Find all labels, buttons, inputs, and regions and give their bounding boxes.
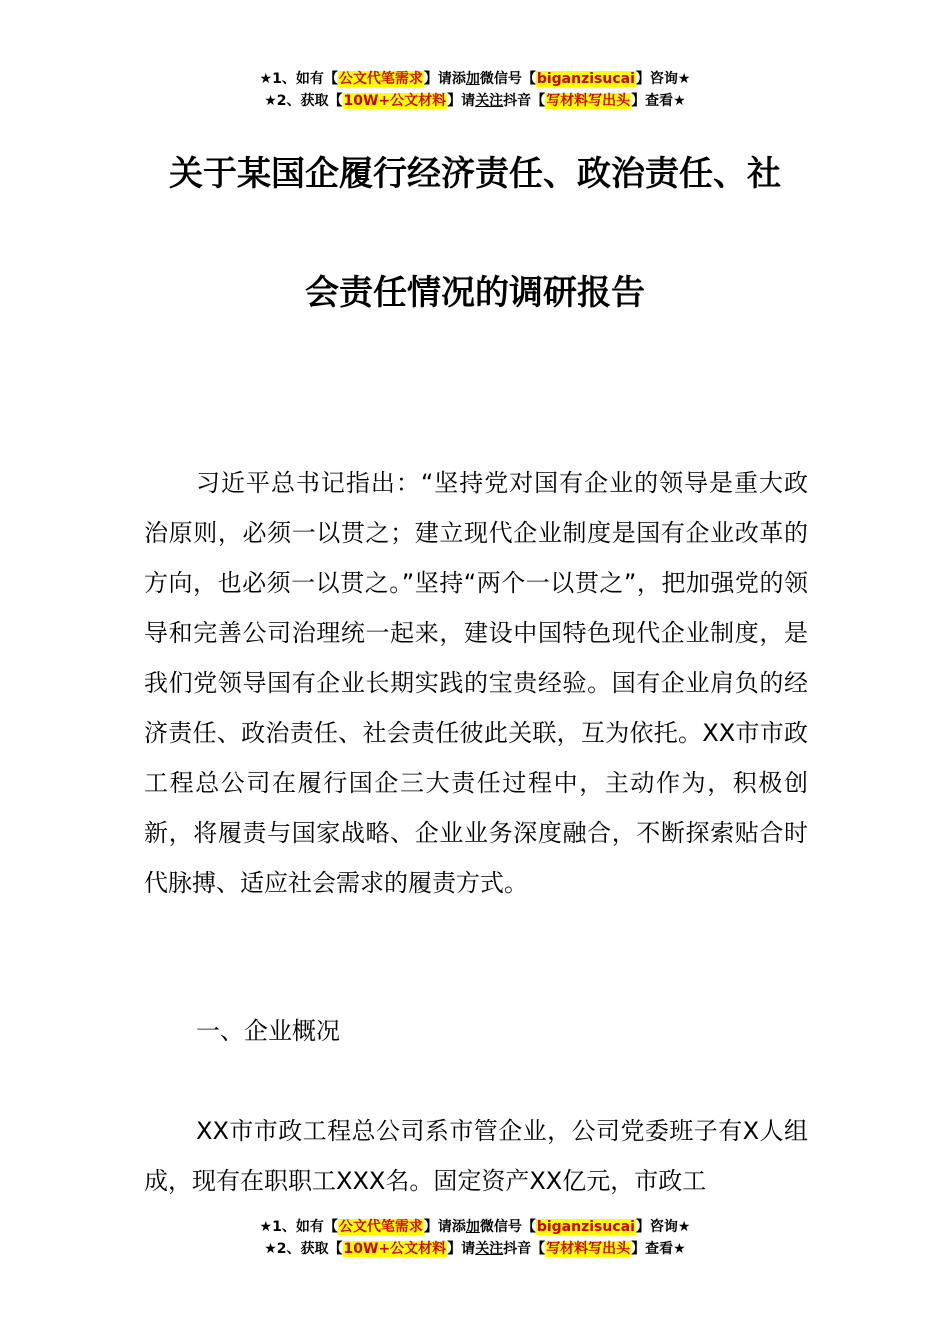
section-heading: 一、企业概况 xyxy=(196,1017,340,1045)
intro-paragraph: 习近平总书记指出：“坚持党对国有企业的领导是重大政治原则，必须一以贯之；建立现代企业制度是国有企业改革的方向，也必须一以贯之。”坚持“两个一以贯之”，把加强党的领导和完善公司治理统一起来，建设中国特色现代企业制度，是我们党领导国有企业长期实践的宝贵经验。国有企业肩负的经济责任、政治责任、社会责任彼此关联，互为依托。XX市市政工程总公司在履行国企三大责任过程中，主动作为，积极创新，将履责与国家战略、企业业务深度融合，不断探索贴合时代脉搏、适应社会需求的履责方式。 xyxy=(144,469,808,897)
document-title-line-1: 关于某国企履行经济责任、政治责任、社 xyxy=(169,154,781,194)
highlight-douyin: 写材料写出头 xyxy=(546,93,631,109)
header-banner xyxy=(0,68,950,112)
highlight-douyin: 写材料写出头 xyxy=(546,1241,631,1257)
highlight-materials: 10W+公文材料 xyxy=(343,1241,447,1257)
banner-line-2: ★2、获取【10W+公文材料】请关注抖音【写材料写出头】查看★ xyxy=(264,93,686,109)
footer-banner xyxy=(0,1216,950,1260)
highlight-service: 公文代笔需求 xyxy=(338,1219,423,1235)
overview-paragraph: XX市市政工程总公司系市管企业，公司党委班子有X人组成，现有在职职工XXX名。固定资产XX亿元，市政工 xyxy=(144,1117,808,1195)
highlight-materials: 10W+公文材料 xyxy=(343,93,447,109)
highlight-wechat-id: biganzisucai xyxy=(536,71,635,87)
highlight-service: 公文代笔需求 xyxy=(338,71,423,87)
document-title-line-2: 会责任情况的调研报告 xyxy=(305,273,645,313)
footer-line-1: ★1、如有【公文代笔需求】请添加微信号【biganzisucai】咨询★ xyxy=(259,1219,691,1235)
banner-line-1: ★1、如有【公文代笔需求】请添加微信号【biganzisucai】咨询★ xyxy=(259,71,691,87)
footer-line-2: ★2、获取【10W+公文材料】请关注抖音【写材料写出头】查看★ xyxy=(264,1241,686,1257)
highlight-wechat-id: biganzisucai xyxy=(536,1219,635,1235)
